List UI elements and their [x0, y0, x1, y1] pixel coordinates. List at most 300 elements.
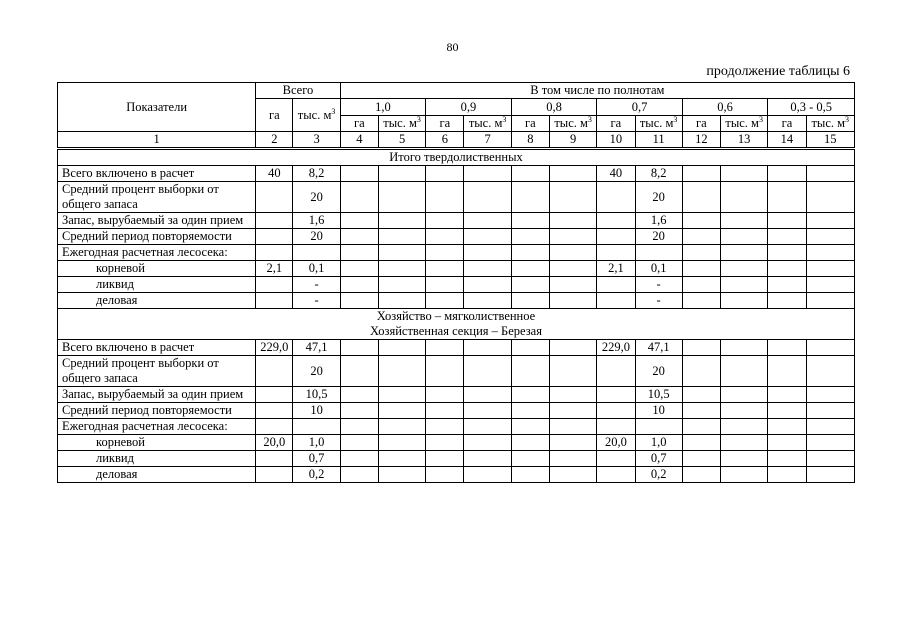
table-cell: [464, 340, 511, 356]
row-label: ликвид: [58, 451, 256, 467]
table-cell: 0,2: [635, 467, 682, 483]
table-cell: [597, 182, 635, 213]
table-cell: [597, 387, 635, 403]
table-cell: [721, 213, 768, 229]
table-cell: [597, 403, 635, 419]
header-density: 0,6: [682, 99, 768, 116]
table-cell: [721, 467, 768, 483]
column-number: 4: [340, 132, 378, 149]
table-row: [58, 293, 855, 309]
column-number: 11: [635, 132, 682, 149]
table-cell: [464, 213, 511, 229]
column-number: 12: [682, 132, 720, 149]
table-cell: [597, 293, 635, 309]
table-cell: 40: [597, 166, 635, 182]
table-cell: [549, 245, 596, 261]
column-number: 15: [806, 132, 854, 149]
table-cell: [721, 403, 768, 419]
table-cell: [721, 435, 768, 451]
table-cell: 20: [635, 182, 682, 213]
table-cell: [768, 229, 806, 245]
row-label: Запас, вырубаемый за один прием: [58, 213, 256, 229]
table-cell: [464, 166, 511, 182]
table-cell: [464, 356, 511, 387]
section-title-row: [58, 309, 855, 340]
table-row: [58, 419, 855, 435]
table-cell: [721, 182, 768, 213]
table-cell: 40: [256, 166, 293, 182]
table-cell: [768, 166, 806, 182]
table-cell: [256, 293, 293, 309]
table-cell: 0,1: [293, 261, 340, 277]
table-cell: [597, 213, 635, 229]
unit-ha: га: [511, 116, 549, 132]
table-cell: [511, 356, 549, 387]
table-cell: [256, 403, 293, 419]
table-cell: [426, 467, 464, 483]
unit-ha: га: [340, 116, 378, 132]
table-cell: [426, 387, 464, 403]
table-cell: [511, 435, 549, 451]
column-number: 1: [58, 132, 256, 149]
table-cell: [806, 387, 854, 403]
table-cell: [549, 277, 596, 293]
unit-text: тыс. м: [725, 116, 759, 130]
table-cell: [340, 261, 378, 277]
table-cell: [682, 451, 720, 467]
column-number: 5: [378, 132, 425, 149]
table-cell: [682, 166, 720, 182]
table-cell: [768, 277, 806, 293]
table-cell: 20,0: [256, 435, 293, 451]
row-label: корневой: [58, 435, 256, 451]
table-cell: [378, 340, 425, 356]
table-cell: [426, 340, 464, 356]
table-cell: 20: [635, 229, 682, 245]
table-cell: [549, 166, 596, 182]
table-cell: [597, 451, 635, 467]
table-row: [58, 261, 855, 277]
table-cell: [340, 419, 378, 435]
table-cell: [682, 419, 720, 435]
table-cell: [511, 213, 549, 229]
unit-text: тыс. м: [554, 116, 588, 130]
table-cell: 229,0: [597, 340, 635, 356]
table-cell: [806, 261, 854, 277]
column-number: 8: [511, 132, 549, 149]
table-row: [58, 213, 855, 229]
unit-ha: га: [597, 116, 635, 132]
table-cell: [597, 356, 635, 387]
table-cell: [549, 182, 596, 213]
table-cell: [340, 293, 378, 309]
table-cell: [378, 245, 425, 261]
table-cell: -: [293, 293, 340, 309]
table-cell: [340, 403, 378, 419]
table-cell: [721, 340, 768, 356]
table-cell: 1,6: [293, 213, 340, 229]
table-cell: 2,1: [256, 261, 293, 277]
table-cell: [549, 451, 596, 467]
table-cell: [768, 451, 806, 467]
table-cell: [340, 229, 378, 245]
table-cell: [340, 467, 378, 483]
table-cell: [721, 277, 768, 293]
table-cell: 1,6: [635, 213, 682, 229]
table-cell: [721, 356, 768, 387]
unit-ha: га: [682, 116, 720, 132]
table-cell: [635, 245, 682, 261]
table-cell: -: [635, 277, 682, 293]
table-cell: [464, 293, 511, 309]
table-cell: 0,1: [635, 261, 682, 277]
page-number: 80: [446, 40, 459, 54]
table-cell: [682, 293, 720, 309]
table-cell: 20: [293, 229, 340, 245]
table-cell: [378, 467, 425, 483]
table-cell: [768, 403, 806, 419]
table-cell: [511, 229, 549, 245]
table-cell: [768, 419, 806, 435]
table-cell: [378, 182, 425, 213]
table-cell: [682, 467, 720, 483]
table-cell: [597, 245, 635, 261]
header-row-1: [58, 83, 855, 99]
table-cell: 20: [635, 356, 682, 387]
table-cell: [682, 387, 720, 403]
table-cell: 20: [293, 356, 340, 387]
column-number: 2: [256, 132, 293, 149]
column-number: 14: [768, 132, 806, 149]
table-cell: 0,2: [293, 467, 340, 483]
unit-vol: [635, 116, 682, 132]
header-density: 1,0: [340, 99, 426, 116]
table-cell: [806, 419, 854, 435]
table-cell: [768, 245, 806, 261]
table-cell: [768, 467, 806, 483]
table-cell: [426, 245, 464, 261]
unit-sup: 3: [673, 115, 678, 124]
table-cell: 10: [293, 403, 340, 419]
column-number: 7: [464, 132, 511, 149]
table-cell: 10,5: [293, 387, 340, 403]
table-cell: [721, 229, 768, 245]
table-cell: [511, 340, 549, 356]
table-cell: [340, 213, 378, 229]
row-label: Ежегодная расчетная лесосека:: [58, 245, 256, 261]
table-cell: [549, 261, 596, 277]
column-number: 13: [721, 132, 768, 149]
unit-text: тыс. м: [297, 107, 332, 122]
column-number: 6: [426, 132, 464, 149]
table-cell: [768, 182, 806, 213]
table-row: [58, 166, 855, 182]
table-cell: [426, 435, 464, 451]
table-cell: [721, 245, 768, 261]
row-label: Ежегодная расчетная лесосека:: [58, 419, 256, 435]
table-cell: 0,7: [635, 451, 682, 467]
table-cell: [511, 467, 549, 483]
table-row: [58, 403, 855, 419]
table-cell: [426, 166, 464, 182]
table-cell: [256, 229, 293, 245]
table-cell: [378, 277, 425, 293]
table-cell: 20: [293, 182, 340, 213]
unit-text: тыс. м: [468, 116, 503, 130]
table-row: [58, 182, 855, 213]
table-cell: [549, 340, 596, 356]
table-body: [58, 83, 855, 483]
table-cell: [806, 245, 854, 261]
table-cell: [378, 261, 425, 277]
table-row: [58, 340, 855, 356]
table-cell: [340, 435, 378, 451]
table-cell: [464, 182, 511, 213]
table-cell: [293, 245, 340, 261]
table-cell: [682, 182, 720, 213]
row-label: Всего включено в расчет: [58, 166, 256, 182]
table-cell: [511, 419, 549, 435]
header-total: Всего: [256, 83, 341, 99]
table-cell: [378, 293, 425, 309]
section-title-line: Хозяйственная секция – Березая: [370, 324, 542, 338]
table-cell: [682, 261, 720, 277]
table-cell: [378, 356, 425, 387]
table-cell: [256, 451, 293, 467]
table-cell: [597, 277, 635, 293]
table-row: [58, 356, 855, 387]
table-cell: [426, 356, 464, 387]
unit-ha: га: [426, 116, 464, 132]
table-cell: [464, 261, 511, 277]
table-cell: [340, 356, 378, 387]
table-cell: [511, 451, 549, 467]
table-cell: [511, 387, 549, 403]
row-label: ликвид: [58, 277, 256, 293]
table-cell: [511, 261, 549, 277]
row-label: Средний процент выборки от общего запаса: [58, 356, 256, 387]
unit-sup: 3: [416, 115, 421, 124]
table-cell: [549, 356, 596, 387]
table-cell: [768, 387, 806, 403]
table-row: [58, 387, 855, 403]
table-cell: [511, 293, 549, 309]
row-label: Всего включено в расчет: [58, 340, 256, 356]
table-cell: [806, 467, 854, 483]
table-cell: 8,2: [293, 166, 340, 182]
table-cell: [256, 277, 293, 293]
table-cell: [464, 451, 511, 467]
table-cell: [806, 166, 854, 182]
table-cell: [464, 387, 511, 403]
unit-sup: 3: [587, 115, 592, 124]
table-cell: [549, 419, 596, 435]
table-cell: [464, 245, 511, 261]
table-cell: [378, 435, 425, 451]
header-by-density: В том числе по полнотам: [340, 83, 854, 99]
table-cell: [682, 403, 720, 419]
table-cell: [768, 356, 806, 387]
column-number: 9: [549, 132, 596, 149]
table-row: [58, 277, 855, 293]
table-cell: [597, 229, 635, 245]
table-cell: [256, 387, 293, 403]
table-cell: [426, 277, 464, 293]
table-cell: [549, 435, 596, 451]
table-cell: [721, 419, 768, 435]
table-cell: [464, 419, 511, 435]
header-density: 0,9: [426, 99, 512, 116]
table-cell: [682, 229, 720, 245]
table-cell: [511, 245, 549, 261]
table-cell: [806, 451, 854, 467]
row-label: Средний период повторяемости: [58, 403, 256, 419]
table-cell: 8,2: [635, 166, 682, 182]
table-cell: [426, 419, 464, 435]
table-cell: [378, 451, 425, 467]
header-indicators: Показатели: [58, 83, 256, 132]
row-label: Средний процент выборки от общего запаса: [58, 182, 256, 213]
table-cell: [721, 166, 768, 182]
table-cell: [256, 213, 293, 229]
table-cell: [806, 340, 854, 356]
table-cell: [806, 356, 854, 387]
header-density: 0,8: [511, 99, 597, 116]
table-cell: [721, 261, 768, 277]
table-cell: [511, 277, 549, 293]
table-cell: [549, 213, 596, 229]
column-number: 10: [597, 132, 635, 149]
table-cell: [682, 277, 720, 293]
table-cell: [464, 435, 511, 451]
section-title-line: Итого твердолиственных: [389, 150, 523, 164]
table-cell: [340, 340, 378, 356]
table-cell: 20,0: [597, 435, 635, 451]
table-cell: [549, 467, 596, 483]
unit-vol: [806, 116, 854, 132]
table-cell: 229,0: [256, 340, 293, 356]
table-cell: [426, 213, 464, 229]
table-cell: [256, 419, 293, 435]
table-cell: [597, 467, 635, 483]
table-cell: [806, 182, 854, 213]
table-cell: 2,1: [597, 261, 635, 277]
table-cell: 10,5: [635, 387, 682, 403]
table-cell: [682, 340, 720, 356]
unit-text: тыс. м: [811, 116, 846, 130]
table-cell: [464, 229, 511, 245]
table-cell: [549, 403, 596, 419]
section-title: [58, 149, 855, 166]
table-cell: [768, 261, 806, 277]
table-cell: [426, 451, 464, 467]
table-cell: [426, 229, 464, 245]
header-density: 0,3 - 0,5: [768, 99, 855, 116]
unit-sup: 3: [331, 106, 336, 116]
column-number: 3: [293, 132, 340, 149]
header-density: 0,7: [597, 99, 683, 116]
table-cell: [256, 467, 293, 483]
table-cell: [682, 435, 720, 451]
table-cell: [378, 387, 425, 403]
unit-vol: [549, 116, 596, 132]
row-label: деловая: [58, 467, 256, 483]
table-cell: 47,1: [635, 340, 682, 356]
unit-text: тыс. м: [383, 116, 417, 130]
table-cell: [806, 435, 854, 451]
table-cell: [806, 213, 854, 229]
table-row: [58, 435, 855, 451]
table-cell: [378, 213, 425, 229]
table-cell: [806, 277, 854, 293]
table-cell: [378, 229, 425, 245]
table-cell: [426, 293, 464, 309]
table-cell: [768, 293, 806, 309]
data-table: [57, 82, 855, 483]
table-cell: [426, 403, 464, 419]
table-cell: -: [635, 293, 682, 309]
unit-sup: 3: [845, 115, 850, 124]
unit-vol: [721, 116, 768, 132]
header-total-vol: [293, 99, 340, 132]
row-label: корневой: [58, 261, 256, 277]
table-cell: [549, 229, 596, 245]
table-cell: 47,1: [293, 340, 340, 356]
table-cell: [768, 213, 806, 229]
table-cell: [768, 340, 806, 356]
section-title: [58, 309, 855, 340]
unit-sup: 3: [502, 115, 507, 124]
table-row: [58, 229, 855, 245]
table-cell: [721, 293, 768, 309]
table-cell: [340, 387, 378, 403]
table-cell: [340, 451, 378, 467]
table-cell: [768, 435, 806, 451]
table-cell: [256, 356, 293, 387]
table-row: [58, 245, 855, 261]
section-title-line: Хозяйство – мягколиственное: [376, 309, 536, 323]
table-row: [58, 467, 855, 483]
row-label: деловая: [58, 293, 256, 309]
table-cell: [464, 467, 511, 483]
table-cell: [426, 261, 464, 277]
unit-vol: [378, 116, 425, 132]
table-cell: [340, 277, 378, 293]
table-cell: [378, 166, 425, 182]
table-cell: [256, 182, 293, 213]
table-caption: продолжение таблицы 6: [706, 64, 850, 79]
table-cell: [549, 387, 596, 403]
table-cell: [378, 403, 425, 419]
header-total-ha: га: [256, 99, 293, 132]
table-row: [58, 451, 855, 467]
table-cell: [511, 182, 549, 213]
table-cell: 10: [635, 403, 682, 419]
table-cell: [682, 245, 720, 261]
table-cell: 0,7: [293, 451, 340, 467]
table-cell: [293, 419, 340, 435]
table-cell: 1,0: [293, 435, 340, 451]
table-cell: -: [293, 277, 340, 293]
table-cell: [682, 213, 720, 229]
table-cell: [511, 403, 549, 419]
row-label: Запас, вырубаемый за один прием: [58, 387, 256, 403]
table-cell: [378, 419, 425, 435]
table-cell: [464, 403, 511, 419]
row-label: Средний период повторяемости: [58, 229, 256, 245]
unit-ha: га: [768, 116, 806, 132]
table-cell: [426, 182, 464, 213]
